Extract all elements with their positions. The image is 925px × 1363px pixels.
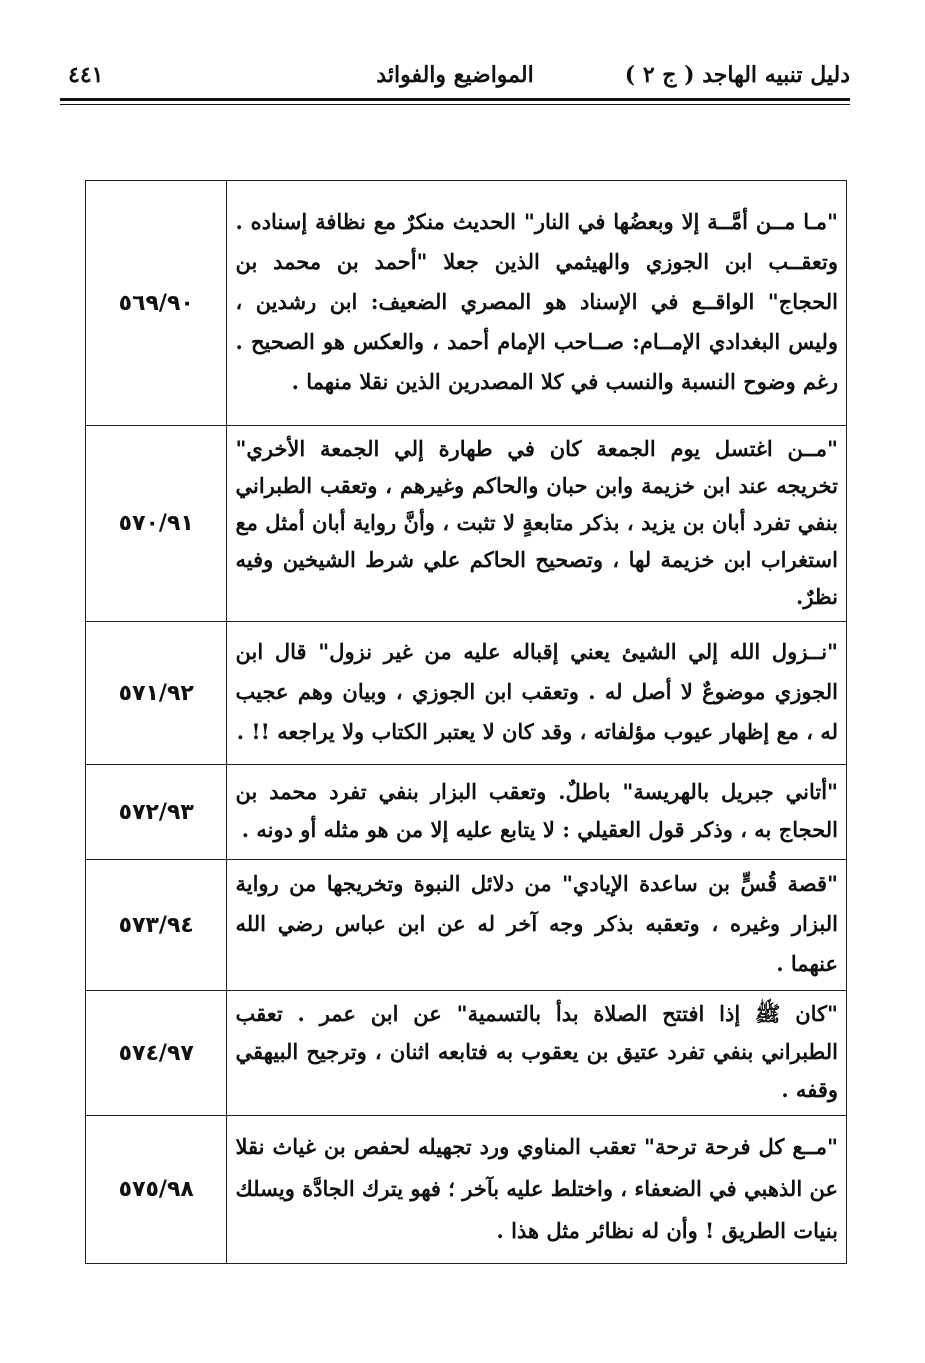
entry-text: "مــع كل فرحة ترحة" تعقب المناوي ورد تجهيله لحفص بن غياث نقلا عن الذهبي في الضعفاء ، واختلط عليه بآخر ؛ فهو يترك الجادَّة ويسلك بنيات الطريق ! وأن له نظائر مثل هذا . (227, 1116, 847, 1264)
header-rule-thick (60, 98, 850, 101)
entry-number: ٥٧٥/٩٨ (86, 1116, 227, 1264)
table-row (86, 860, 847, 991)
entry-text: "كان ﷺ إذا افتتح الصلاة بدأ بالتسمية" عن ابن عمر . تعقب الطبراني بنفي تفرد عتيق بن يعقوب به فتابعه اثنان ، وترجيح البيهقي وقفه . (227, 991, 847, 1116)
entry-number: ٥٧٤/٩٧ (86, 991, 227, 1116)
table-row (86, 622, 847, 765)
page-header (60, 58, 850, 98)
header-rule-thin (60, 104, 850, 105)
entry-number: ٥٧٢/٩٣ (86, 765, 227, 860)
table-row (86, 1116, 847, 1264)
table-row (86, 765, 847, 860)
entry-text: "نــزول الله إلي الشيئ يعني إقباله عليه من غير نزول" قال ابن الجوزي موضوعٌ لا أصل له . وتعقب ابن الجوزي ، وبيان وهم عجيب له ، مع إظهار عيوب مؤلفاته ، وقد كان لا يعتبر الكتاب ولا يراجعه !! . (227, 622, 847, 765)
entry-text: "مـا مــن أمَّــة إلا وبعضُها في النار" الحديث منكرٌ مع نظافة إسناده . وتعقــب ابن الجوزي والهيثمي الذين جعلا "أحمد بن محمد بن الحجاج" الواقــع في الإسناد هو المصري الضعيف: ابن رشدين ، وليس البغدادي الإمــام: صــاحب الإمام أحمد ، والعكس هو الصحيح . رغم وضوح النسبة والنسب في كلا المصدرين الذين نقلا منهما . (227, 181, 847, 426)
entries-table (85, 180, 847, 1264)
entry-text: "قصة قُسٍّ بن ساعدة الإيادي" من دلائل النبوة وتخريجها من رواية البزار وغيره ، وتعقبه بذكر وجه آخر له عن ابن عباس رضي الله عنهما . (227, 860, 847, 991)
entry-text: "مــن اغتسل يوم الجمعة كان في طهارة إلي الجمعة الأخري" تخريجه عند ابن خزيمة وابن حبان والحاكم وغيرهم ، وتعقب الطبراني بنفي تفرد أبان بن يزيد ، بذكر متابعةٍ لا تثبت ، وأنَّ رواية أبان أمثل مع استغراب ابن خزيمة لها ، وتصحيح الحاكم علي شرط الشيخين وفيه نظرٌ. (227, 426, 847, 622)
section-title: المواضيع والفوائد (376, 62, 534, 88)
table-row (86, 991, 847, 1116)
entry-number: ٥٧١/٩٢ (86, 622, 227, 765)
book-title: دليل تنبيه الهاجد ( ج ٢ ) (624, 62, 850, 88)
table-row (86, 426, 847, 622)
entry-number: ٥٧٠/٩١ (86, 426, 227, 622)
entry-text: "أتاني جبريل بالهريسة" باطلٌ. وتعقب البزار بنفي تفرد محمد بن الحجاج به ، وذكر قول العقيلي : لا يتابع عليه إلا من هو مثله أو دونه . (227, 765, 847, 860)
table-row (86, 181, 847, 426)
entry-number: ٥٦٩/٩٠ (86, 181, 227, 426)
entry-number: ٥٧٣/٩٤ (86, 860, 227, 991)
page-number: ٤٤١ (68, 62, 104, 88)
